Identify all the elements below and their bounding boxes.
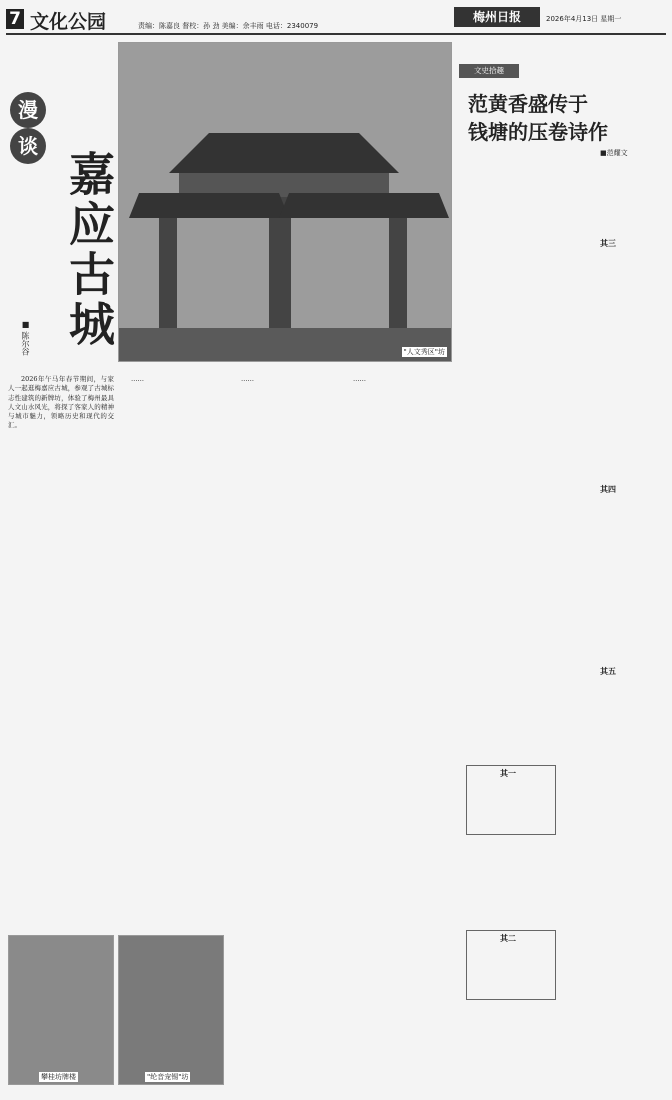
photo-1: [8, 935, 114, 1085]
poem-heading-4: 其四: [600, 485, 616, 494]
side-column-2: [560, 162, 664, 1082]
body-column-3: ……: [241, 375, 254, 383]
poem-heading-5: 其五: [600, 667, 616, 676]
side-title-line2: 钱塘的压卷诗作: [468, 120, 608, 144]
side-column-1: [456, 162, 556, 762]
feature-author: ■ 陈尔谷: [21, 320, 30, 356]
body-column-2: ……: [131, 375, 144, 383]
poem-heading-1: 其一: [500, 769, 516, 778]
page-number: 7: [6, 9, 24, 29]
newspaper-logo: 梅州日报: [454, 7, 540, 27]
poem-heading-2: 其二: [500, 934, 516, 943]
feature-title: 嘉应古城: [62, 150, 116, 350]
credits: 责编：陈嘉良 督校：孙 劲 美编：余丰雨 电话：2340079: [138, 22, 319, 30]
body-column-4: ……: [353, 375, 366, 383]
issue-date: 2026年4月13日 星期一: [546, 15, 622, 23]
feature-tag-1: 漫: [10, 92, 46, 128]
side-tag: 文史拾趣: [459, 64, 519, 78]
arch-photo: [118, 42, 452, 362]
page-header: [6, 5, 666, 35]
arch-illustration: [119, 43, 452, 362]
arch-photo-caption: "人文秀区"坊: [403, 348, 445, 356]
section-title: 文化公园: [30, 11, 107, 33]
poem-heading-3: 其三: [600, 239, 616, 248]
photo-2-caption: "纶音宠锡"坊: [147, 1073, 189, 1081]
side-title-line1: 范黄香盛传于: [468, 92, 588, 116]
feature-tag-2: 谈: [10, 128, 46, 164]
photo-1-caption: 攀桂坊牌楼: [41, 1073, 76, 1081]
side-byline: ■范耀文: [600, 149, 628, 157]
photo-2: [118, 935, 224, 1085]
body-column-1: 2026年午马年春节期间，与家人一起逛梅嘉应古城，参观了古城标志性建筑的新牌坊，体验了梅州最具人文山水风光，将探了客家人的精神与城市魅力，领略历史和现代的交汇。: [8, 375, 114, 430]
